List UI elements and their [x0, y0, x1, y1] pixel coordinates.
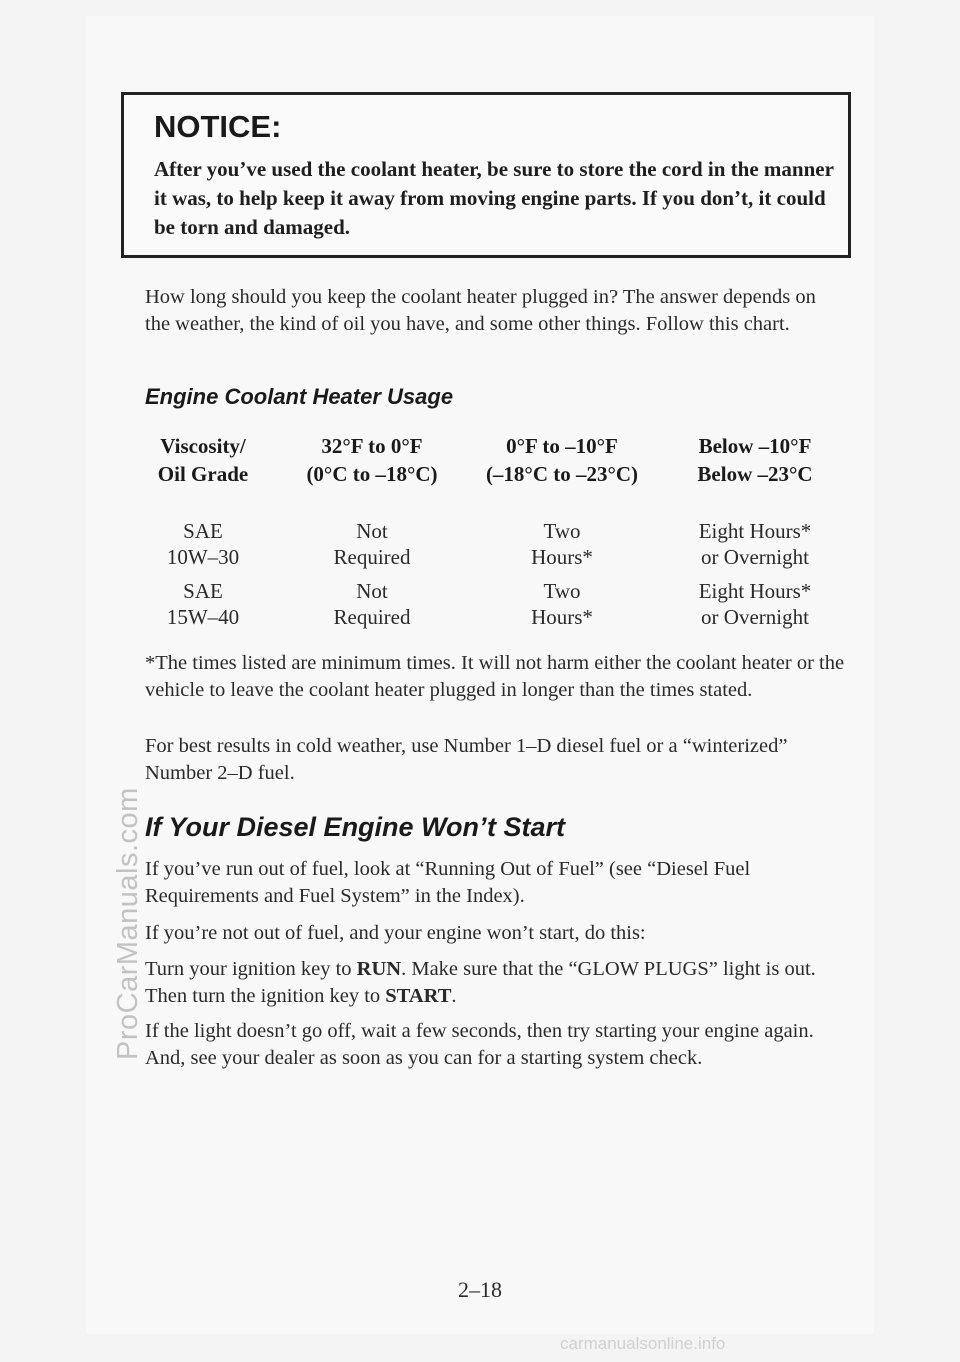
- bottom-watermark: carmanualsonline.info: [560, 1334, 726, 1353]
- table-cell: Eight Hours* or Overnight: [698, 579, 812, 629]
- header-32f-to-0f: 32°F to 0°F (0°C to –18°C): [306, 434, 438, 486]
- header-viscosity: Viscosity/ Oil Grade: [157, 434, 249, 486]
- table-cell: SAE 10W–30: [166, 519, 240, 569]
- running-out-paragraph: If you’ve run out of fuel, look at “Running Out of Fuel” (see “Diesel Fuel Requirements and Fuel System” in the Index).: [145, 858, 751, 907]
- table-cell: Not Required: [333, 579, 411, 629]
- table-cell: Eight Hours* or Overnight: [698, 519, 812, 569]
- page-number: 2–18: [458, 1277, 502, 1302]
- light-paragraph: If the light doesn’t go off, wait a few seconds, then try starting your engine again. And, see your dealer as soon as you can for a starting system check.: [145, 1020, 814, 1069]
- table-cell: Not Required: [333, 519, 411, 569]
- notice-title: NOTICE:: [154, 109, 282, 144]
- table-title: Engine Coolant Heater Usage: [145, 384, 454, 409]
- notice-box: [121, 92, 851, 258]
- not-out-paragraph: If you’re not out of fuel, and your engine won’t start, do this:: [145, 922, 646, 944]
- footnote: *The times listed are minimum times. It will not harm either the coolant heater or the vehicle to leave the coolant heater plugged in longer than the times stated.: [145, 652, 845, 701]
- section-heading: If Your Diesel Engine Won’t Start: [145, 812, 566, 842]
- best-results-paragraph: For best results in cold weather, use Number 1–D diesel fuel or a “winterized” Number 2–D fuel.: [145, 735, 788, 784]
- table-cell: SAE 15W–40: [166, 579, 240, 629]
- run-keyword: RUN: [356, 958, 402, 980]
- table-cell: Two Hours*: [531, 519, 593, 569]
- start-keyword: START: [385, 985, 452, 1007]
- header-0f-to-minus10f: 0°F to –10°F (–18°C to –23°C): [485, 434, 639, 486]
- notice-body: After you’ve used the coolant heater, be sure to store the cord in the manner it was, to help keep it away from moving engine parts. If you don’t, it could be torn and damaged.: [154, 157, 834, 239]
- ignition-paragraph: Turn your ignition key to RUN. Make sure that the “GLOW PLUGS” light is out. Then turn the ignition key to START.: [145, 958, 816, 1007]
- intro-paragraph: How long should you keep the coolant heater plugged in? The answer depends on the weather, the kind of oil you have, and some other things. Follow this chart.: [145, 286, 816, 335]
- header-below-minus10f: Below –10°F Below –23°C: [697, 434, 813, 486]
- table-cell: Two Hours*: [531, 579, 593, 629]
- side-watermark: ProCarManuals.com: [112, 787, 144, 1060]
